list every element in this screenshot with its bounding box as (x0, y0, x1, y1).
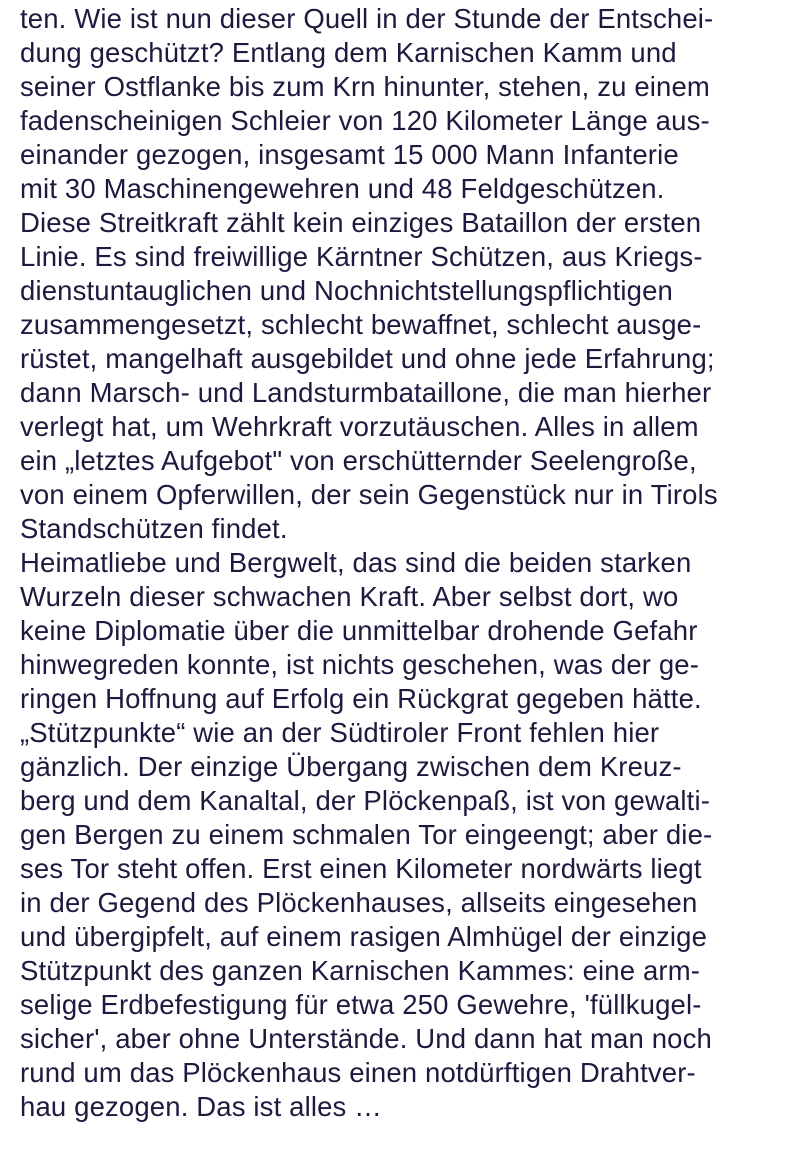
text-line: in der Gegend des Plöckenhauses, allseits eingesehen (20, 887, 698, 918)
text-line: gen Bergen zu einem schmalen Tor eingeengt; aber die- (20, 819, 713, 850)
text-line: keine Diplomatie über die unmittelbar drohende Gefahr (20, 615, 698, 646)
text-line: gänzlich. Der einzige Übergang zwischen dem Kreuz- (20, 751, 682, 782)
text-line: mit 30 Maschinengewehren und 48 Feldgeschützen. (20, 173, 665, 204)
text-line: fadenscheinigen Schleier von 120 Kilometer Länge aus- (20, 105, 710, 136)
text-line: Wurzeln dieser schwachen Kraft. Aber selbst dort, wo (20, 581, 679, 612)
text-line: ringen Hoffnung auf Erfolg ein Rückgrat gegeben hätte. (20, 683, 702, 714)
text-line: Stützpunkt des ganzen Karnischen Kammes: eine arm- (20, 955, 701, 986)
text-line: sicher', aber ohne Unterstände. Und dann hat man noch (20, 1023, 712, 1054)
text-line: seiner Ostflanke bis zum Krn hinunter, stehen, zu einem (20, 71, 710, 102)
text-line: und übergipfelt, auf einem rasigen Almhügel der einzige (20, 921, 708, 952)
text-line: ein „letztes Aufgebot" von erschütternder Seelengroße, (20, 445, 697, 476)
text-line: von einem Opferwillen, der sein Gegenstück nur in Tirols (20, 479, 718, 510)
text-line: einander gezogen, insgesamt 15 000 Mann Infanterie (20, 139, 679, 170)
text-line: Standschützen findet. (20, 513, 288, 544)
text-line: dienstuntauglichen und Nochnichtstellungspflichtigen (20, 275, 673, 306)
text-line: „Stützpunkte“ wie an der Südtiroler Front fehlen hier (20, 717, 660, 748)
text-line: Heimatliebe und Bergwelt, das sind die beiden starken (20, 547, 692, 578)
text-line: hau gezogen. Das ist alles … (20, 1091, 382, 1122)
text-line: rüstet, mangelhaft ausgebildet und ohne jede Erfahrung; (20, 343, 715, 374)
text-line: zusammengesetzt, schlecht bewaffnet, schlecht ausge- (20, 309, 702, 340)
text-line: rund um das Plöckenhaus einen notdürftigen Drahtver- (20, 1057, 696, 1088)
text-line: hinwegreden konnte, ist nichts geschehen, was der ge- (20, 649, 700, 680)
text-line: dung geschützt? Entlang dem Karnischen Kamm und (20, 37, 677, 68)
text-line: verlegt hat, um Wehrkraft vorzutäuschen. Alles in allem (20, 411, 699, 442)
text-line: Diese Streitkraft zählt kein einziges Bataillon der ersten (20, 207, 702, 238)
text-line: selige Erdbefestigung für etwa 250 Gewehre, 'füllkugel- (20, 989, 702, 1020)
text-line: berg und dem Kanaltal, der Plöckenpaß, ist von gewalti- (20, 785, 711, 816)
text-line: Linie. Es sind freiwillige Kärntner Schützen, aus Kriegs- (20, 241, 703, 272)
text-line: ses Tor steht offen. Erst einen Kilometer nordwärts liegt (20, 853, 702, 884)
text-line: dann Marsch- und Landsturmbataillone, die man hierher (20, 377, 712, 408)
text-line: ten. Wie ist nun dieser Quell in der Stunde der Entschei- (20, 3, 714, 34)
